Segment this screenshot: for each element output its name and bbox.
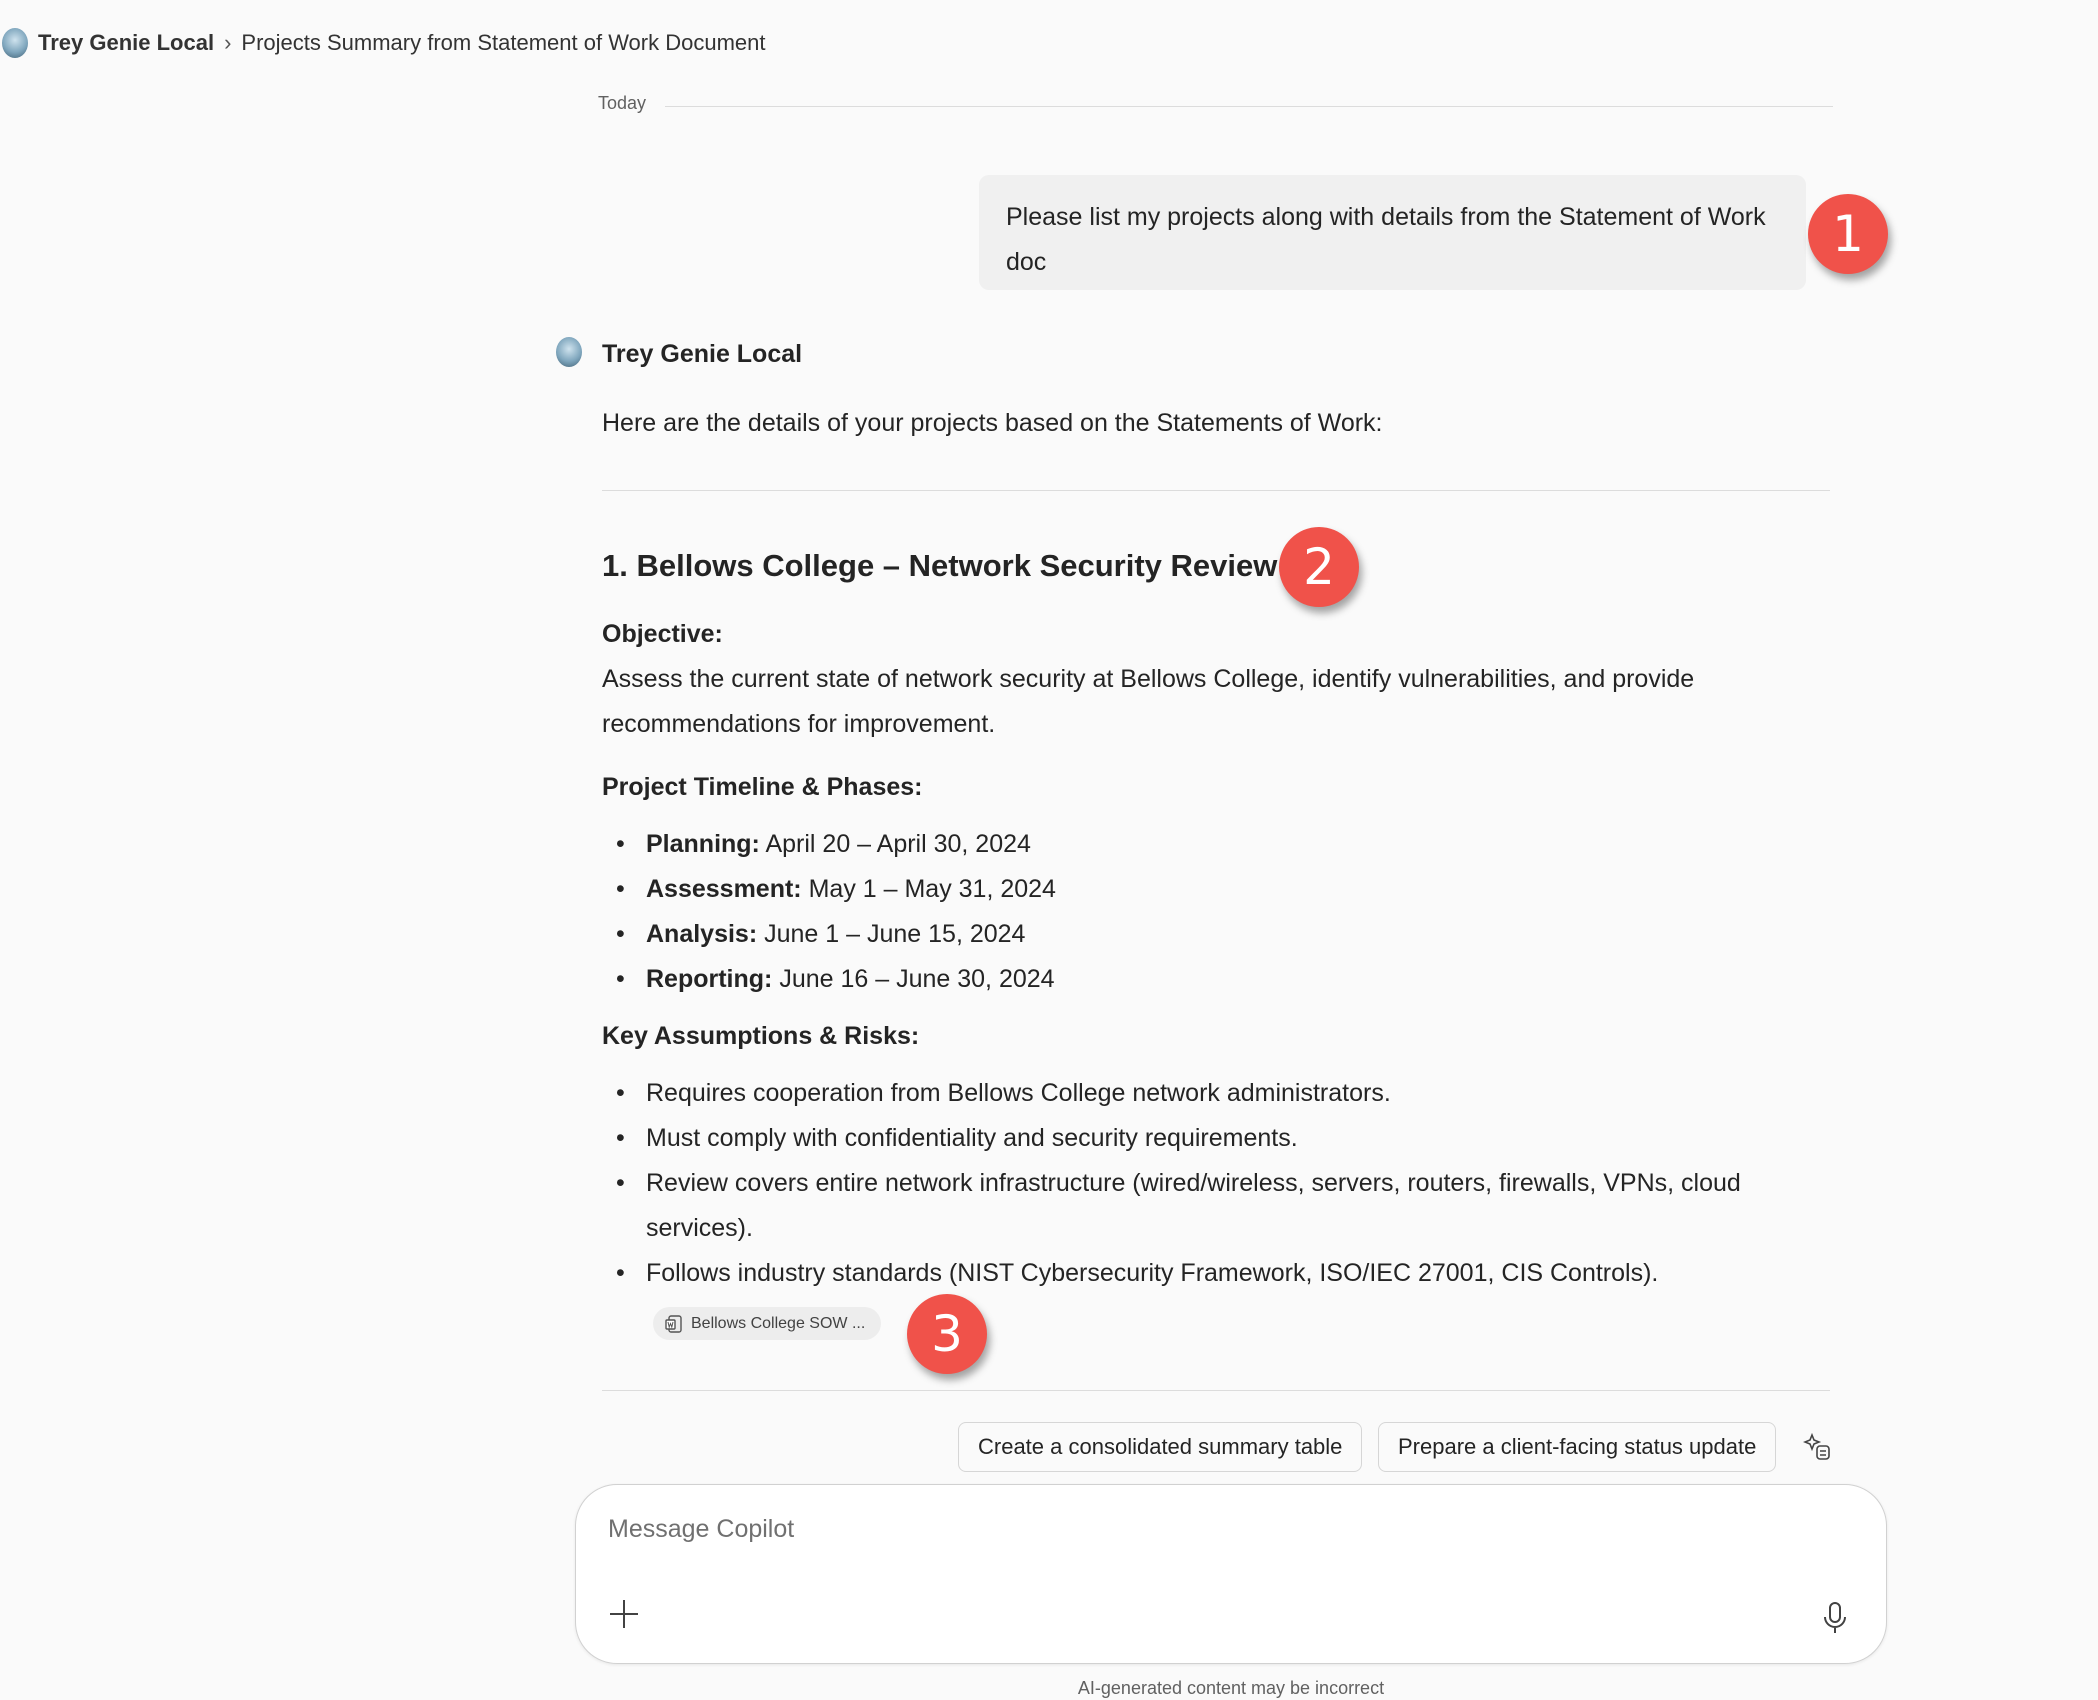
risks-label: Key Assumptions & Risks: (602, 1022, 920, 1050)
divider (602, 1390, 1830, 1391)
list-item (602, 912, 1830, 957)
bot-name: Trey Genie Local (602, 340, 803, 368)
breadcrumb (2, 28, 766, 58)
list-item: • Must comply with confidentiality and security requirements. (602, 1116, 1782, 1161)
bot-avatar (556, 337, 582, 367)
phase-label: Reporting: (646, 965, 773, 993)
message-input[interactable]: Message Copilot (608, 1515, 795, 1543)
divider (602, 490, 1830, 491)
list-item: • Review covers entire network infrastructure (wired/wireless, servers, routers, firewalls, VPNs, cloud services). (602, 1161, 1782, 1251)
phase-dates: May 1 – May 31, 2024 (801, 875, 1056, 903)
add-attachment-button[interactable] (608, 1597, 640, 1637)
annotation-badge-1: 1 (1808, 194, 1888, 274)
project-details (602, 612, 1830, 1308)
timeline-label: Project Timeline & Phases: (602, 773, 923, 801)
breadcrumb-app[interactable]: Trey Genie Local (38, 30, 215, 55)
microphone-icon (1822, 1601, 1848, 1635)
plus-icon (608, 1598, 640, 1630)
word-document-icon (665, 1315, 683, 1333)
objective-label: Objective: (602, 620, 723, 648)
list-item: • Requires cooperation from Bellows College network administrators. (602, 1071, 1782, 1116)
bot-intro: Here are the details of your projects based on the Statements of Work: (602, 409, 1383, 437)
phase-label: Assessment: (646, 875, 802, 903)
chevron-right-icon: › (224, 30, 232, 55)
risk-list (602, 1071, 1782, 1296)
list-item (602, 867, 1830, 912)
phase-dates: June 16 – June 30, 2024 (772, 965, 1055, 993)
list-item (602, 822, 1830, 867)
list-item: • Follows industry standards (NIST Cybersecurity Framework, ISO/IEC 27001, CIS Controls). (602, 1251, 1782, 1296)
user-message: Please list my projects along with details from the Statement of Work doc (979, 175, 1806, 290)
annotation-badge-2: 2 (1279, 527, 1359, 607)
suggestion-status-update-button[interactable]: Prepare a client-facing status update (1378, 1422, 1776, 1472)
phase-label: Planning: (646, 830, 760, 858)
objective-text: Assess the current state of network security at Bellows College, identify vulnerabilities, and provide recommendations for improvement. (602, 665, 1695, 738)
phase-dates: April 20 – April 30, 2024 (759, 830, 1031, 858)
message-composer[interactable] (575, 1484, 1887, 1664)
date-divider-label: Today (598, 93, 647, 113)
citation-label: Bellows College SOW ... (691, 1314, 866, 1332)
prompt-suggestions-icon[interactable] (1803, 1432, 1833, 1467)
project-title: 1. Bellows College – Network Security Review (602, 548, 1278, 583)
suggestion-summary-table-button[interactable]: Create a consolidated summary table (958, 1422, 1362, 1472)
microphone-button[interactable] (1822, 1601, 1848, 1640)
annotation-badge-3: 3 (907, 1294, 987, 1374)
breadcrumb-page: Projects Summary from Statement of Work Document (241, 30, 766, 55)
phase-label: Analysis: (646, 920, 758, 948)
phase-list (602, 822, 1830, 1002)
trey-logo-icon (2, 28, 28, 58)
phase-dates: June 1 – June 15, 2024 (757, 920, 1026, 948)
disclaimer: AI-generated content may be incorrect (1077, 1678, 1385, 1698)
list-item (602, 957, 1830, 1002)
citation-chip[interactable] (653, 1307, 881, 1340)
date-divider-line (665, 106, 1833, 107)
